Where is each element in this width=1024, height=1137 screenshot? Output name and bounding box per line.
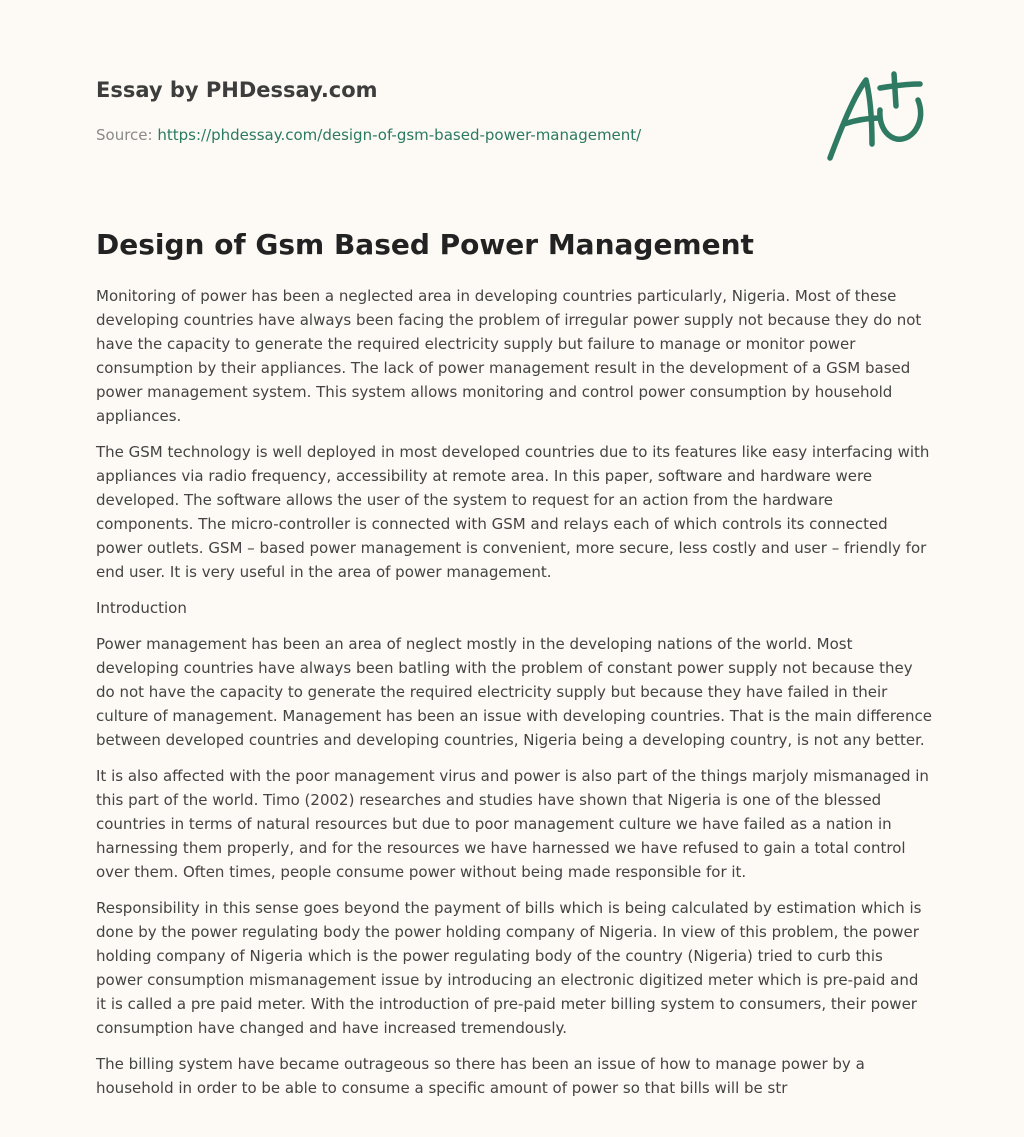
- essay-body: [96, 284, 932, 1112]
- paragraph: Power management has been an area of neglect mostly in the developing nations of the world. Most developing countries have always been batling with the problem of constant power supply not because they do not have the capacity to generate the required electricity supply but because they have failed in their culture of management. Management has been an issue with developing countries. That is the main difference between developed countries and developing countries, Nigeria being a developing country, is not any better.: [96, 635, 932, 749]
- section-heading-introduction: Introduction: [96, 599, 187, 617]
- essay-title: Design of Gsm Based Power Management: [96, 228, 754, 261]
- source-link[interactable]: https://phdessay.com/design-of-gsm-based-power-management/: [157, 126, 642, 144]
- a-plus-logo-icon: [822, 66, 932, 166]
- paragraph: It is also affected with the poor management virus and power is also part of the things marjoly mismanaged in this part of the world. Timo (2002) researches and studies have shown that Nigeria is one of the blessed countries in terms of natural resources but due to poor management culture we have failed as a nation in harnessing them properly, and for the resources we have harnessed we have refused to gain a total control over them. Often times, people consume power without being made responsible for it.: [96, 767, 929, 881]
- essay-header: [96, 72, 928, 144]
- paragraph: The billing system have became outrageous so there has been an issue of how to manage power by a household in order to be able to consume a specific amount of power so that bills will be str: [96, 1055, 865, 1097]
- site-brand: Essay by PHDessay.com: [96, 78, 378, 102]
- paragraph: The GSM technology is well deployed in most developed countries due to its features like easy interfacing with appliances via radio frequency, accessibility at remote area. In this paper, software and hardware were developed. The software allows the user of the system to request for an action from the hardware components. The micro-controller is connected with GSM and relays each of which controls its connected power outlets. GSM – based power management is convenient, more secure, less costly and user – friendly for end user. It is very useful in the area of power management.: [96, 443, 930, 581]
- paragraph: Responsibility in this sense goes beyond the payment of bills which is being calculated by estimation which is done by the power regulating body the power holding company of Nigeria. In view of this problem, the power holding company of Nigeria which is the power regulating body of the country (Nigeria) tried to curb this power consumption mismanagement issue by introducing an electronic digitized meter which is pre-paid and it is called a pre paid meter. With the introduction of pre-paid meter billing system to consumers, their power consumption have changed and have increased tremendously.: [96, 899, 922, 1037]
- source-line: [96, 126, 928, 144]
- source-label: Source:: [96, 126, 153, 144]
- paragraph: Monitoring of power has been a neglected area in developing countries particularly, Nigeria. Most of these developing countries have always been facing the problem of irregular power supply not because they do not have the capacity to generate the required electricity supply but failure to manage or monitor power consumption by their appliances. The lack of power management result in the development of a GSM based power management system. This system allows monitoring and control power consumption by household appliances.: [96, 287, 922, 425]
